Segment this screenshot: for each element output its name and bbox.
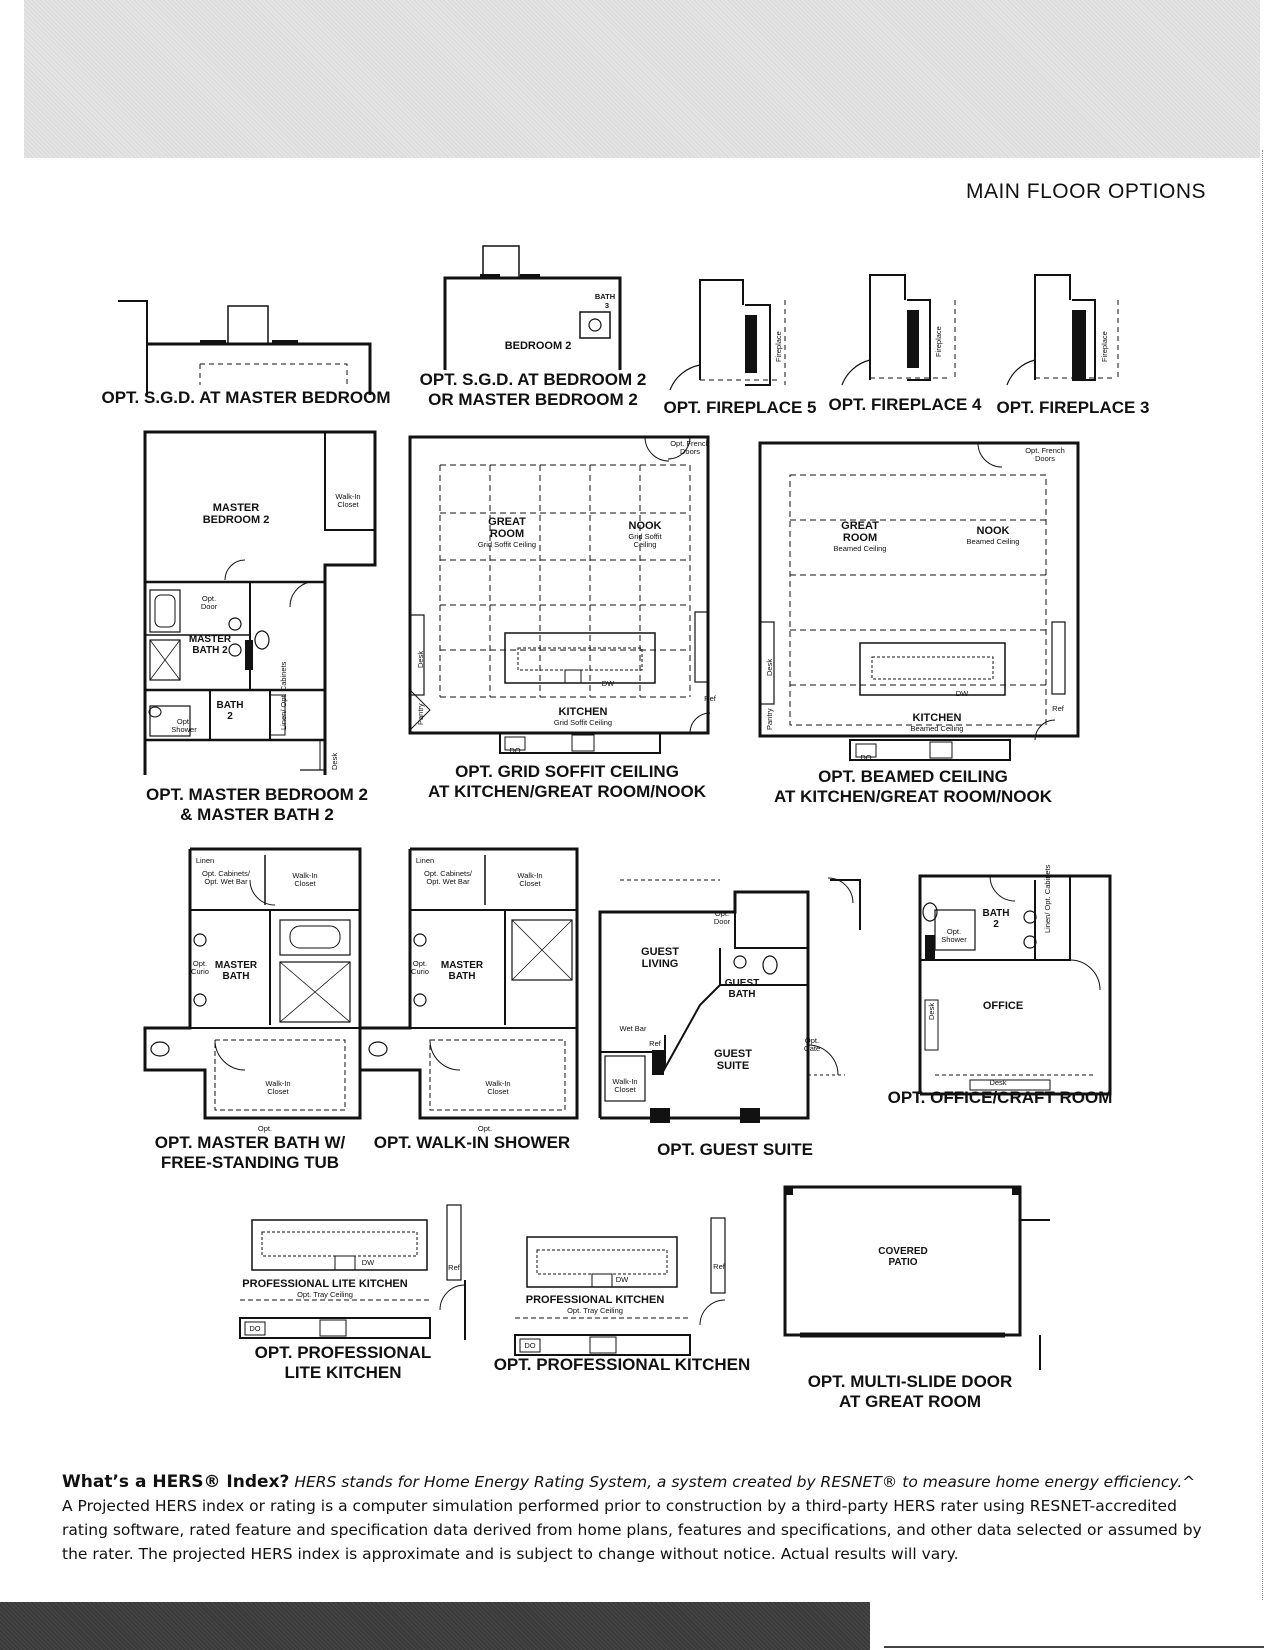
caption-sgd-bedroom-2: OPT. S.G.D. AT BEDROOM 2 OR MASTER BEDROOM 2: [419, 370, 647, 409]
caption-guest-suite: OPT. GUEST SUITE: [657, 1140, 813, 1159]
label-opt-wet-bar-1: Opt. Wet Bar: [204, 877, 248, 886]
label-dw-1: DW: [601, 679, 615, 688]
label-do-2: DO: [860, 753, 872, 762]
room-label-bath-1: BATH: [222, 971, 250, 982]
label-pantry-1: Pantry: [416, 703, 425, 725]
label-linen-cabinets: Linen/ Opt. Cabinets: [279, 661, 288, 730]
label-ref-4: Ref: [448, 1263, 460, 1272]
room-label-bath-3-num: 3: [604, 301, 610, 310]
plan-pro-lite-kitchen: [240, 1205, 465, 1340]
room-label-room-2: ROOM: [842, 532, 878, 544]
label-beamed-ceiling-3: Beamed Ceiling: [910, 724, 964, 733]
label-ref-3: Ref: [649, 1039, 661, 1048]
label-opt-shower-2: Opt.: [946, 927, 962, 936]
label-ref-5: Ref: [713, 1262, 725, 1271]
label-beamed-ceiling-1: Beamed Ceiling: [833, 544, 887, 553]
label-closet-1: Closet: [294, 879, 316, 888]
label-desk-4: Desk: [927, 1002, 936, 1020]
label-opt-shower: Opt.: [176, 717, 192, 726]
label-linen-1: Linen: [195, 856, 215, 865]
room-label-great: GREAT: [488, 516, 526, 528]
label-grid-soffit: Grid Soffit: [628, 532, 662, 541]
label-closet-4: Closet: [487, 1087, 509, 1096]
label-dw-3: DW: [361, 1258, 375, 1267]
footer-rule: [884, 1646, 1264, 1648]
label-shower-2: Shower: [941, 935, 967, 944]
room-label-bath-2-num: 2: [227, 711, 233, 722]
caption-sgd-master-bedroom: OPT. S.G.D. AT MASTER BEDROOM: [101, 388, 391, 407]
caption-fireplace-3: OPT. FIREPLACE 3: [996, 398, 1150, 417]
label-ref-1: Ref: [704, 694, 716, 703]
caption-walk-in-shower: OPT. WALK-IN SHOWER: [373, 1133, 571, 1152]
label-do-1: DO: [509, 746, 521, 755]
label-doors-2: Doors: [1034, 454, 1056, 463]
room-label-bath-2c: BATH: [982, 908, 1010, 919]
room-label-guest-3: GUEST: [714, 1048, 752, 1060]
label-dw-4: DW: [615, 1275, 629, 1284]
label-opt-gate: Opt.: [804, 1036, 820, 1045]
label-walkin-5: Walk-In: [612, 1077, 638, 1086]
label-closet-3: Closet: [519, 879, 541, 888]
label-walkin-1: Walk-In: [292, 871, 318, 880]
label-ref-2: Ref: [1052, 704, 1064, 713]
label-door-4: Door: [713, 917, 731, 926]
caption-master-bath-tub: OPT. MASTER BATH W/ FREE-STANDING TUB: [154, 1133, 346, 1172]
room-label-guest-bath: BATH: [728, 989, 756, 1000]
caption-pro-lite-kitchen: OPT. PROFESSIONAL LITE KITCHEN: [254, 1343, 432, 1382]
room-label-pro-lite-kitchen: PROFESSIONAL LITE KITCHEN: [242, 1278, 408, 1290]
caption-multi-slide-door: OPT. MULTI-SLIDE DOOR AT GREAT ROOM: [807, 1372, 1013, 1411]
plan-master-bath-tub: [145, 849, 360, 1118]
room-label-bath-2: BATH: [216, 700, 244, 711]
room-label-bath-2c-num: 2: [993, 919, 999, 930]
room-label-suite: SUITE: [716, 1060, 750, 1072]
label-desk-2: Desk: [416, 650, 425, 668]
room-label-master-bath-2: MASTER: [188, 634, 232, 645]
label-opt-french-2: Opt. French: [1025, 446, 1065, 455]
label-opt-curio-1: Opt.: [192, 959, 208, 968]
caption-office: OPT. OFFICE/CRAFT ROOM: [887, 1088, 1113, 1107]
label-shower: Shower: [171, 725, 197, 734]
label-desk-3: Desk: [765, 658, 774, 676]
plan-sgd-master-bedroom: [118, 301, 370, 395]
plan-multi-slide-door: [785, 1187, 1050, 1370]
room-label-master-bedroom-2: MASTER: [212, 502, 260, 514]
label-desk-1: Desk: [330, 752, 339, 770]
label-linen-2: Linen: [415, 856, 435, 865]
label-kitchen-grid-soffit: Grid Soffit Ceiling: [553, 718, 613, 727]
label-do-4: DO: [524, 1341, 536, 1350]
label-wet-bar: Wet Bar: [619, 1024, 647, 1033]
room-label-closet: Closet: [337, 500, 359, 509]
label-beamed-ceiling-2: Beamed Ceiling: [966, 537, 1020, 546]
plan-pro-kitchen: [515, 1218, 725, 1355]
label-do-3: DO: [249, 1324, 261, 1333]
room-label-bath-2b: BATH: [448, 971, 476, 982]
room-label-great-2: GREAT: [841, 520, 879, 532]
room-label-office: OFFICE: [982, 1000, 1024, 1012]
room-label-bedroom-2: BEDROOM 2: [504, 340, 572, 352]
label-desk-5: Desk: [989, 1078, 1007, 1087]
label-opt-curio-2: Opt.: [412, 959, 428, 968]
room-label-covered: COVERED: [878, 1246, 928, 1257]
label-opt-cabinets-2: Opt. Cabinets/: [424, 869, 472, 878]
label-curio-1: Curio: [191, 967, 209, 976]
label-tray-ceiling-1: Opt. Tray Ceiling: [297, 1290, 353, 1299]
room-label-pro-kitchen: PROFESSIONAL KITCHEN: [525, 1294, 665, 1306]
caption-pro-kitchen: OPT. PROFESSIONAL KITCHEN: [493, 1355, 751, 1374]
plan-walk-in-shower: [360, 849, 577, 1118]
label-walkin-4: Walk-In: [485, 1079, 511, 1088]
caption-grid-soffit: OPT. GRID SOFFIT CEILING AT KITCHEN/GREAT ROOM/NOOK: [428, 762, 706, 801]
label-curio-2: Curio: [411, 967, 429, 976]
room-label-bath-3: BATH: [594, 292, 616, 301]
footer-band: [0, 1602, 870, 1650]
page-title: MAIN FLOOR OPTIONS: [965, 180, 1206, 203]
label-walkin-2: Walk-In: [265, 1079, 291, 1088]
room-label-guest: GUEST: [641, 946, 679, 958]
hers-note: [62, 1470, 1212, 1566]
label-opt-french-1: Opt. French: [670, 439, 710, 448]
caption-fireplace-4: OPT. FIREPLACE 4: [828, 395, 982, 414]
room-label-kitchen-1: KITCHEN: [558, 706, 608, 718]
fireplace-label-4: Fireplace: [934, 326, 943, 357]
label-grid-soffit-ceiling: Grid Soffit Ceiling: [477, 540, 537, 549]
hers-question: What’s a HERS® Index?: [62, 1472, 290, 1492]
room-label-kitchen-2: KITCHEN: [912, 712, 962, 724]
room-label-nook-2: NOOK: [976, 525, 1010, 537]
label-linen-cabinets-2: Linen/ Opt. Cabinets: [1043, 864, 1052, 933]
fireplace-label-5: Fireplace: [774, 331, 783, 362]
label-opt-wet-bar-2: Opt. Wet Bar: [426, 877, 470, 886]
label-ceiling: Ceiling: [633, 540, 657, 549]
label-doors-1: Doors: [679, 447, 701, 456]
label-opt-door: Opt.: [201, 594, 217, 603]
label-gate: Gate: [803, 1044, 821, 1053]
caption-beamed-ceiling: OPT. BEAMED CEILING AT KITCHEN/GREAT ROOM/NOOK: [774, 767, 1052, 806]
label-door: Door: [200, 602, 218, 611]
label-closet-5: Closet: [614, 1085, 636, 1094]
plan-fireplace-5: [670, 280, 785, 390]
room-label-master-bedroom-2-b: BEDROOM 2: [202, 514, 270, 526]
room-label-room: ROOM: [489, 528, 525, 540]
plan-office: [920, 876, 1110, 1094]
caption-fireplace-5: OPT. FIREPLACE 5: [663, 398, 817, 417]
label-tray-ceiling-2: Opt. Tray Ceiling: [567, 1306, 623, 1315]
room-label-living: LIVING: [641, 958, 679, 970]
label-opt-cabinets-1: Opt. Cabinets/: [202, 869, 250, 878]
label-closet-2: Closet: [267, 1087, 289, 1096]
hers-definition: HERS stands for Home Energy Rating System, a system created by RESNET® to measure home energy efficiency.^: [289, 1473, 1196, 1491]
plan-fireplace-3: [1007, 275, 1118, 385]
room-label-master-1: MASTER: [214, 960, 258, 971]
caption-master-bedroom-2: OPT. MASTER BEDROOM 2 & MASTER BATH 2: [146, 785, 368, 824]
fireplace-label-3: Fireplace: [1100, 331, 1109, 362]
hers-body: A Projected HERS index or rating is a computer simulation performed prior to construction by a third-party HERS rater using RESNET-accredited rating software, rated feature and specification data derived from home plans, features and specifications, and other data selected or assumed by the rater. The projected HERS index is approximate and is subject to change without notice. Actual results will vary.: [62, 1497, 1202, 1563]
room-label-master-2: MASTER: [440, 960, 484, 971]
room-label-patio: PATIO: [888, 1257, 918, 1268]
label-opt-door-3: Opt.: [477, 1124, 493, 1133]
label-walkin-3: Walk-In: [517, 871, 543, 880]
room-label-walkin: Walk-In: [335, 492, 361, 501]
label-opt-door-4: Opt.: [714, 909, 730, 918]
label-opt-door-2: Opt.: [257, 1124, 273, 1133]
label-dw-2: DW: [955, 689, 969, 698]
label-pantry-2: Pantry: [765, 708, 774, 730]
room-label-master-bath-2-b: BATH 2: [192, 645, 228, 656]
room-label-nook: NOOK: [628, 520, 662, 532]
room-label-guest-2: GUEST: [724, 978, 760, 989]
